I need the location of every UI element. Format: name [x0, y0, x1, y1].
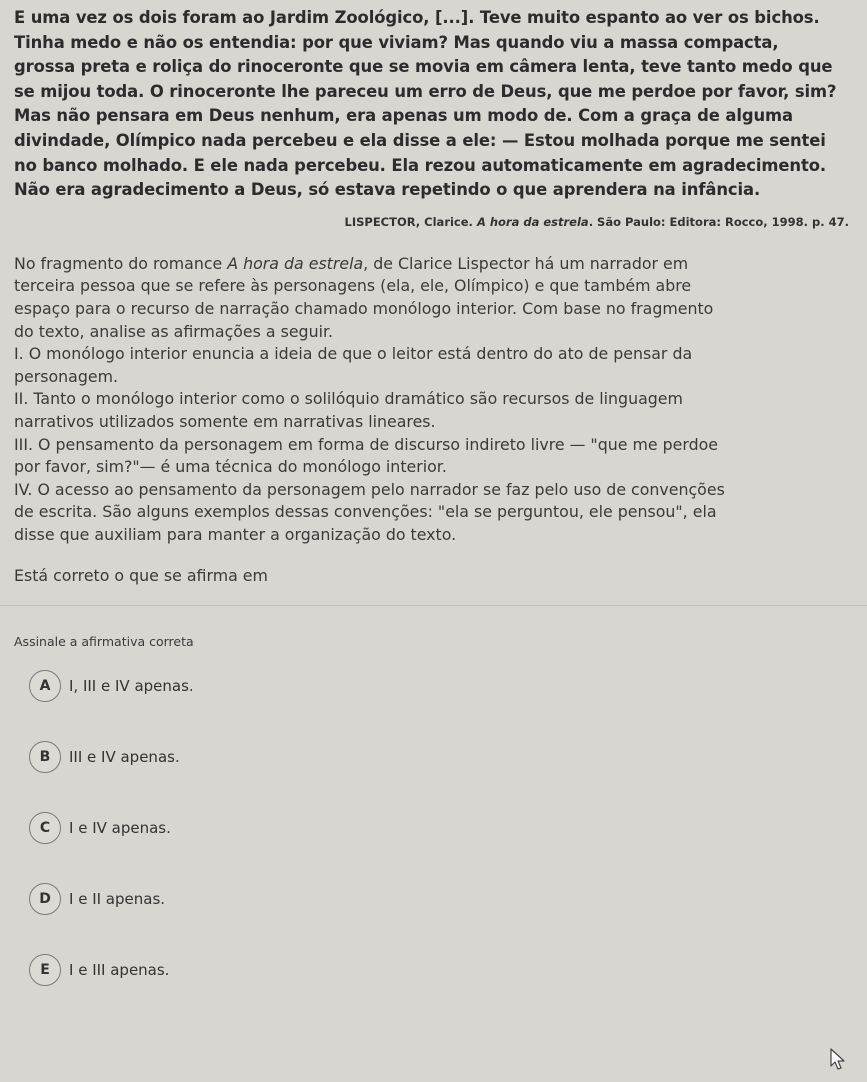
intro-text: , de Clarice Lispector há um narrador em — [363, 253, 689, 273]
intro-line: do texto, analise as afirmações a seguir. — [14, 321, 334, 341]
option-text[interactable]: I e III apenas. — [69, 961, 170, 980]
option-text[interactable]: I e II apenas. — [69, 890, 166, 909]
question-prompt: Está correto o que se afirma em — [14, 566, 268, 586]
statement-i: I. O monólogo interior enuncia a ideia de que o leitor está dentro do ato de pensar da — [14, 344, 693, 364]
citation-title: A hora da estrela — [476, 214, 589, 229]
intro-line: espaço para o recurso de narração chamado monólogo interior. Com base no fragmento — [14, 298, 714, 318]
statement-ii: II. Tanto o monólogo interior como o solilóquio dramático são recursos de linguagem — [14, 389, 683, 409]
option-e[interactable] — [29, 953, 851, 987]
citation-details: . São Paulo: Editora: Rocco, 1998. p. 47. — [588, 214, 849, 229]
statement-iii: III. O pensamento da personagem em forma de discurso indireto livre — "que me perdoe — [14, 434, 718, 454]
excerpt-line: no banco molhado. E ele nada percebeu. Ela rezou automaticamente em agradecimento. — [14, 155, 826, 175]
intro-text: No fragmento do romance — [14, 253, 228, 273]
option-text[interactable]: I e IV apenas. — [69, 819, 171, 838]
statement-i-cont: personagem. — [14, 366, 118, 386]
question-statement — [14, 253, 851, 547]
excerpt-line: se mijou toda. O rinoceronte lhe pareceu um erro de Deus, que me perdoe por favor, sim? — [14, 81, 837, 101]
option-d[interactable] — [29, 882, 851, 916]
citation-author: LISPECTOR, Clarice. — [344, 214, 473, 229]
mouse-pointer-icon — [829, 1048, 847, 1070]
excerpt-line: grossa preta e roliça do rinoceronte que se movia em câmera lenta, teve tanto medo que — [14, 57, 833, 77]
option-letter-badge[interactable]: B — [29, 741, 61, 773]
option-letter-badge[interactable]: C — [29, 812, 61, 844]
option-text[interactable]: III e IV apenas. — [69, 748, 180, 767]
option-letter-badge[interactable]: A — [29, 670, 61, 702]
literary-excerpt — [14, 6, 851, 229]
option-c[interactable] — [29, 811, 851, 845]
divider — [0, 605, 867, 606]
answer-options — [14, 669, 851, 987]
excerpt-line: Não era agradecimento a Deus, só estava repetindo o que aprendera na infância. — [14, 180, 761, 200]
answer-instruction: Assinale a afirmativa correta — [14, 634, 194, 650]
statement-ii-cont: narrativos utilizados somente em narrativas lineares. — [14, 411, 436, 431]
statement-iv-cont: de escrita. São alguns exemplos dessas convenções: "ela se perguntou, ele pensou", ela — [14, 502, 717, 522]
option-a[interactable] — [29, 669, 851, 703]
excerpt-line: Tinha medo e não os entendia: por que viviam? Mas quando viu a massa compacta, — [14, 32, 779, 52]
statement-iv: IV. O acesso ao pensamento da personagem pelo narrador se faz pelo uso de convenções — [14, 479, 725, 499]
statement-iii-cont: por favor, sim?"— é uma técnica do monólogo interior. — [14, 457, 447, 477]
option-letter-badge[interactable]: D — [29, 883, 61, 915]
excerpt-line: Mas não pensara em Deus nenhum, era apenas um modo de. Com a graça de alguma — [14, 106, 793, 126]
intro-line: terceira pessoa que se refere às personagens (ela, ele, Olímpico) e que também abre — [14, 276, 692, 296]
option-b[interactable] — [29, 740, 851, 774]
option-letter-badge[interactable]: E — [29, 954, 61, 986]
option-text[interactable]: I, III e IV apenas. — [69, 677, 194, 696]
intro-book-title: A hora da estrela — [227, 253, 364, 273]
excerpt-line: divindade, Olímpico nada percebeu e ela disse a ele: — Estou molhada porque me sentei — [14, 130, 826, 150]
statement-iv-cont: disse que auxiliam para manter a organização do texto. — [14, 524, 457, 544]
excerpt-line: E uma vez os dois foram ao Jardim Zoológico, [...]. Teve muito espanto ao ver os bichos. — [14, 8, 820, 27]
excerpt-citation — [14, 215, 851, 229]
